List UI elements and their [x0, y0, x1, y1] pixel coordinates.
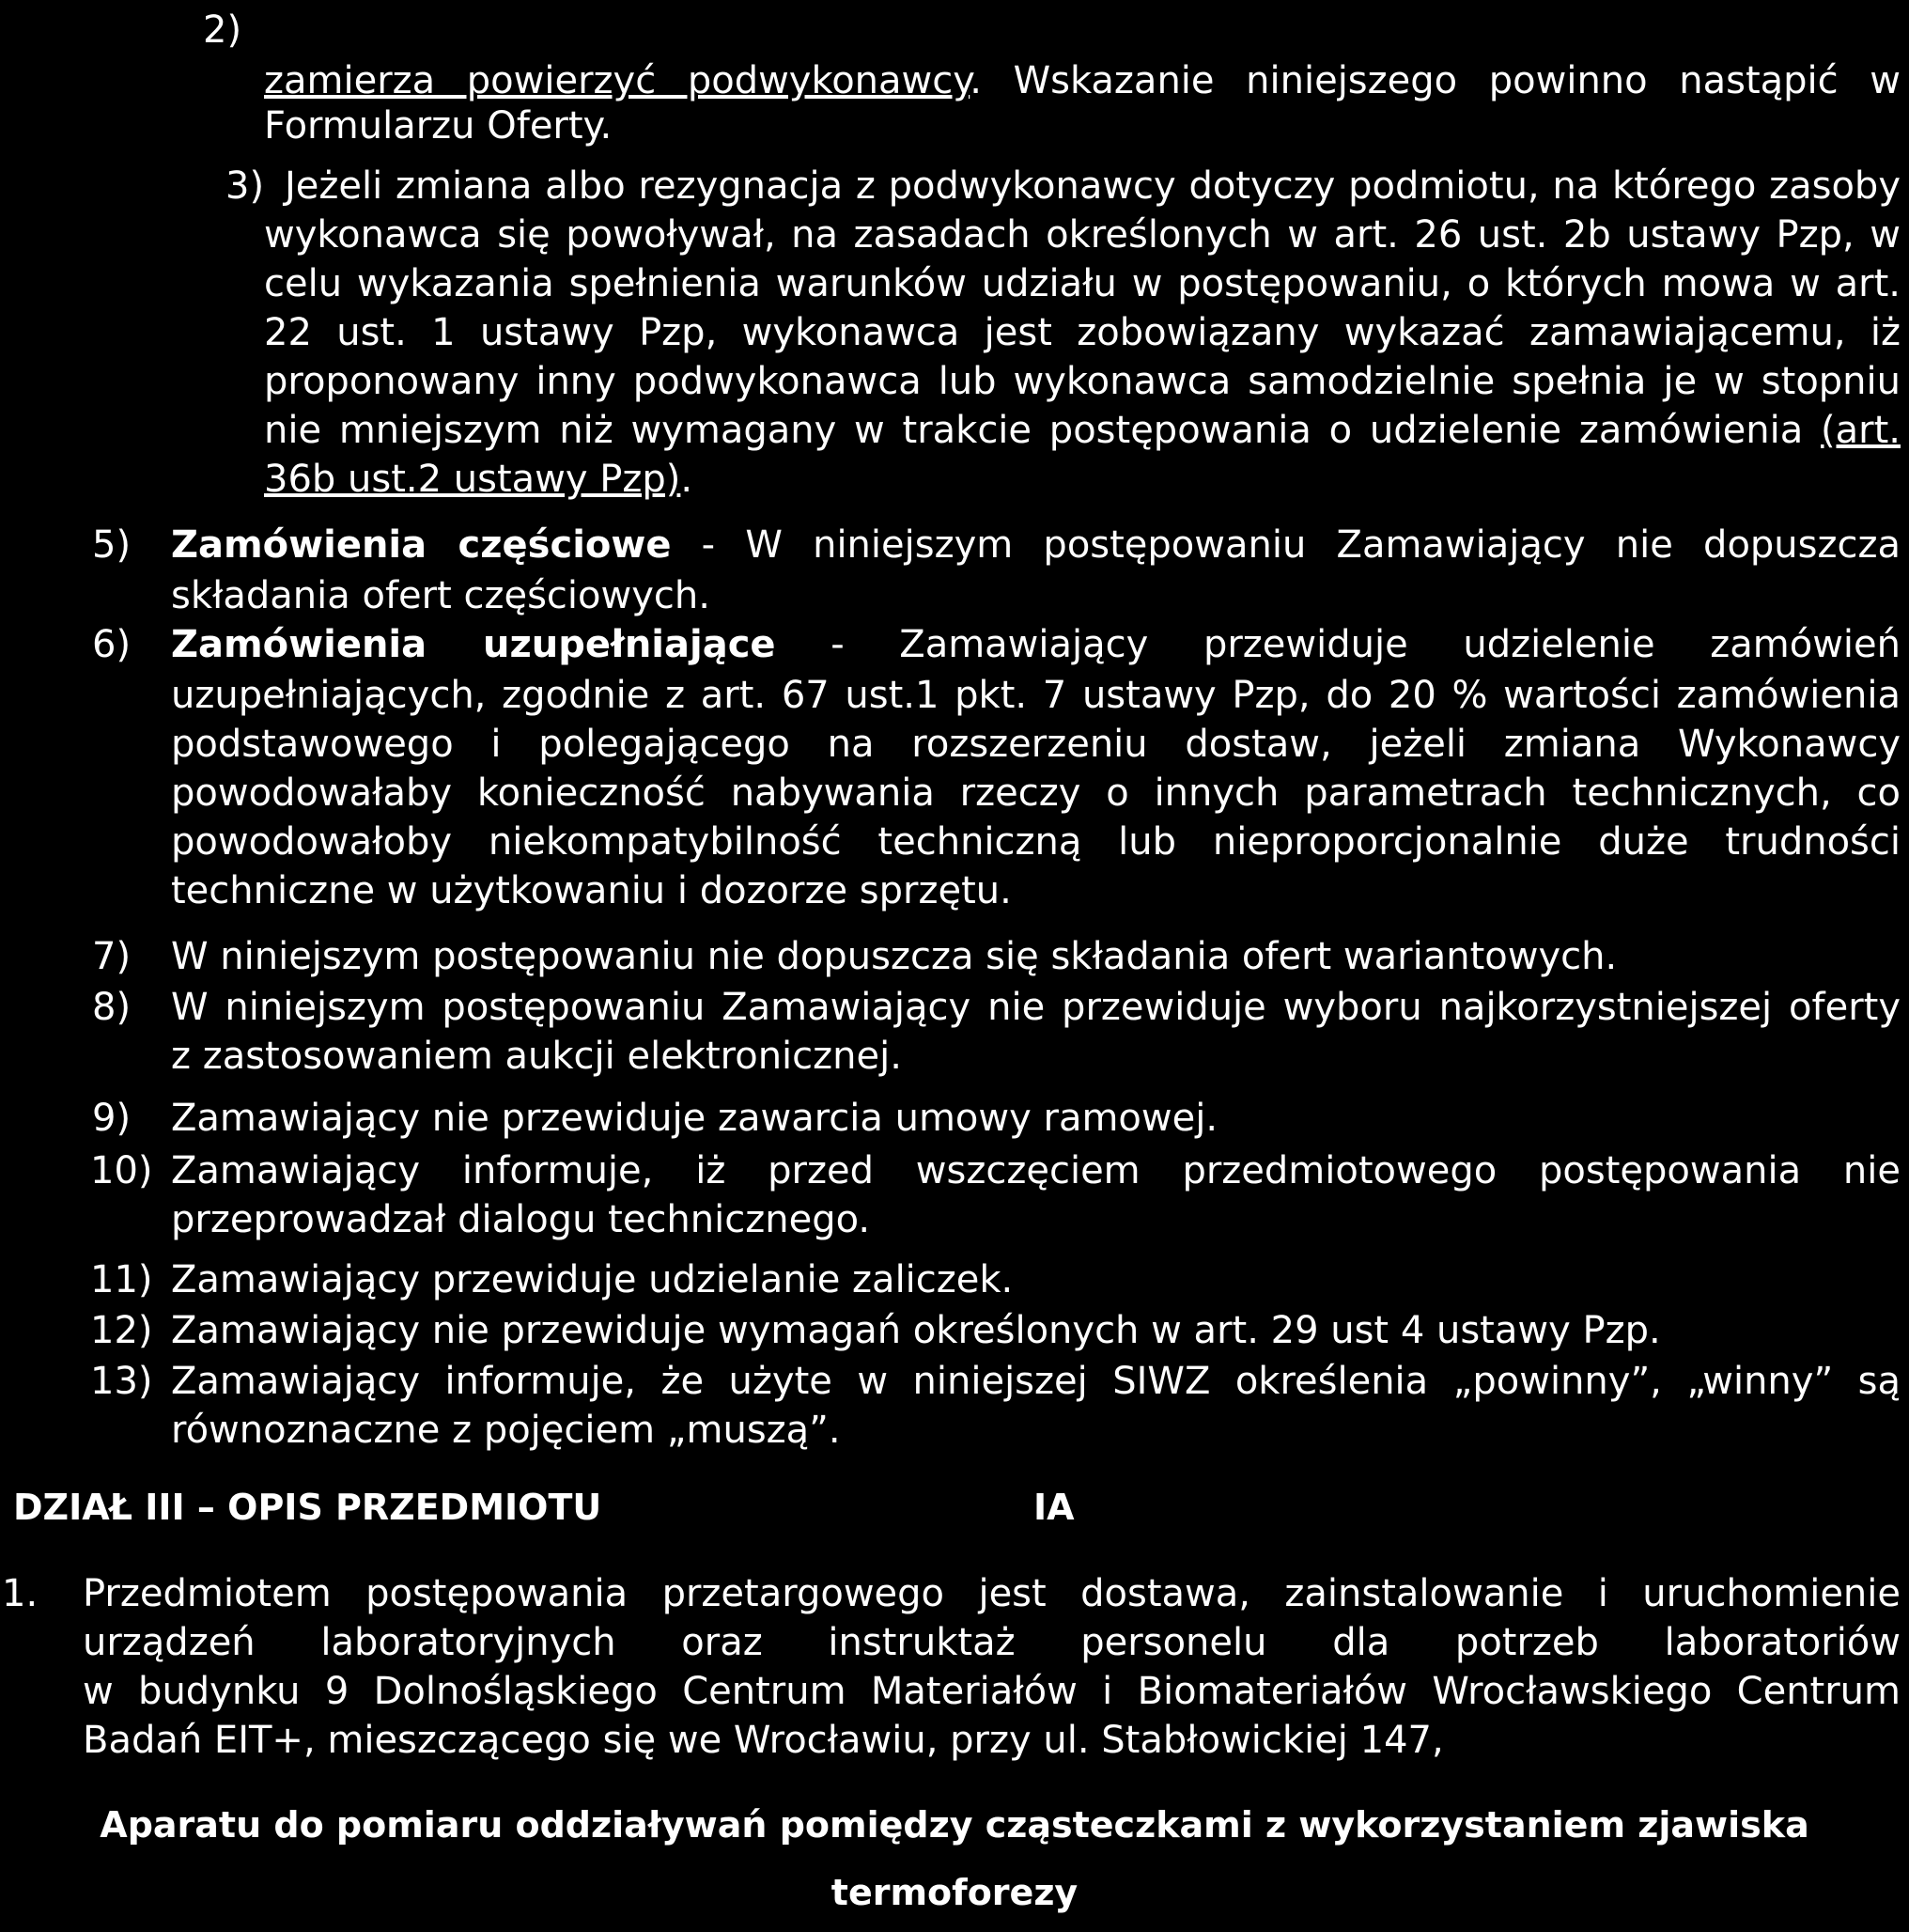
text-span: - Zamawiający przewiduje udzielenie zamówień — [775, 623, 1901, 666]
list-number: 13) — [90, 1360, 153, 1403]
text-line: Zamawiający nie przewiduje zawarcia umowy ramowej. — [171, 1097, 1218, 1140]
text-line: Jeżeli zmiana albo rezygnacja z podwykonawcy dotyczy podmiotu, na którego zasoby — [285, 164, 1901, 208]
text-line: techniczne w użytkowaniu i dozorze sprzętu. — [171, 869, 1012, 912]
list-number: 7) — [92, 935, 132, 978]
section-heading-suffix: IA — [1033, 1487, 1075, 1528]
subject-title: Aparatu do pomiaru oddziaływań pomiędzy cząsteczkami z wykorzystaniem zjawiska — [100, 1804, 1809, 1846]
text-line: Zamawiający informuje, iż przed wszczęciem przedmiotowego postępowania nie — [171, 1149, 1901, 1192]
text-line: przeprowadzał dialogu technicznego. — [171, 1198, 871, 1241]
text-line: składania ofert częściowych. — [171, 574, 710, 617]
text-span: . — [680, 458, 693, 501]
text-line — [264, 58, 1901, 103]
bold-term: Zamówienia uzupełniające — [171, 623, 776, 666]
text-line — [171, 622, 1901, 667]
text-line: w budynku 9 Dolnośląskiego Centrum Materiałów i Biomateriałów Wrocławskiego Centrum — [83, 1670, 1901, 1713]
text-line: W niniejszym postępowaniu nie dopuszcza się składania ofert wariantowych. — [171, 935, 1618, 978]
text-line: 22 ust. 1 ustawy Pzp, wykonawca jest zobowiązany wykazać zamawiającemu, iż — [264, 311, 1901, 354]
text-line: podstawowego i polegającego na rozszerzeniu dostaw, jeżeli zmiana Wykonawcy — [171, 723, 1901, 766]
list-number: 3) — [225, 164, 265, 208]
text-line: powodowałoby niekompatybilność techniczną lub nieproporcjonalnie duże trudności — [171, 820, 1901, 864]
text-span: . Wskazanie niniejszego powinno nastąpić w — [970, 59, 1901, 102]
underlined-text: 36b ust.2 ustawy Pzp) — [264, 458, 681, 501]
underlined-text: (art. — [1821, 409, 1901, 452]
list-number: 10) — [90, 1149, 153, 1192]
list-number: 9) — [92, 1097, 132, 1140]
text-line: W niniejszym postępowaniu Zamawiający nie przewiduje wyboru najkorzystniejszej oferty — [171, 986, 1901, 1029]
text-line: Przedmiotem postępowania przetargowego jest dostawa, zainstalowanie i uruchomienie — [83, 1572, 1901, 1615]
list-number: 5) — [92, 523, 132, 567]
text-line: równoznaczne z pojęciem „muszą”. — [171, 1409, 841, 1452]
section-heading: DZIAŁ III – OPIS PRZEDMIOTU — [13, 1487, 602, 1528]
text-line: Zamawiający przewiduje udzielanie zaliczek. — [171, 1258, 1014, 1301]
list-number: 6) — [92, 623, 132, 666]
subject-title-line2: termoforezy — [830, 1872, 1079, 1913]
list-number: 8) — [92, 986, 132, 1029]
text-line: celu wykazania spełnienia warunków udziału w postępowaniu, o których mowa w art. — [264, 262, 1901, 305]
text-line: uzupełniających, zgodnie z art. 67 ust.1 pkt. 7 ustawy Pzp, do 20 % wartości zamówienia — [171, 674, 1901, 717]
text-line: wykonawca się powoływał, na zasadach określonych w art. 26 ust. 2b ustawy Pzp, w — [264, 213, 1901, 257]
text-line — [264, 408, 1901, 453]
text-line: Zamawiający nie przewiduje wymagań określonych w art. 29 ust 4 ustawy Pzp. — [171, 1309, 1661, 1352]
list-number: 2) — [203, 8, 242, 52]
list-number: 11) — [90, 1258, 153, 1301]
text-line — [171, 522, 1901, 568]
bold-term: Zamówienia częściowe — [171, 523, 672, 567]
text-span: nie mniejszym niż wymagany w trakcie postępowania o udzielenie zamówienia — [264, 409, 1822, 452]
list-number: 1. — [2, 1572, 39, 1615]
text-line: powodowałaby konieczność nabywania rzeczy o innych parametrach technicznych, co — [171, 771, 1901, 815]
text-line — [264, 457, 692, 502]
text-line: Badań EIT+, mieszczącego się we Wrocławiu, przy ul. Stabłowickiej 147, — [83, 1719, 1444, 1762]
text-line: Zamawiający informuje, że użyte w niniejszej SIWZ określenia „powinny”, „winny” są — [171, 1360, 1901, 1403]
text-line: proponowany inny podwykonawca lub wykonawca samodzielnie spełnia je w stopniu — [264, 360, 1901, 403]
list-number: 12) — [90, 1309, 153, 1352]
text-line: urządzeń laboratoryjnych oraz instruktaż personelu dla potrzeb laboratoriów — [83, 1621, 1901, 1664]
text-span: - W niniejszym postępowaniu Zamawiający nie dopuszcza — [671, 523, 1901, 567]
text-line: Formularzu Oferty. — [264, 104, 613, 148]
underlined-text: zamierza powierzyć podwykonawcy — [264, 59, 970, 102]
text-line: z zastosowaniem aukcji elektronicznej. — [171, 1035, 902, 1078]
